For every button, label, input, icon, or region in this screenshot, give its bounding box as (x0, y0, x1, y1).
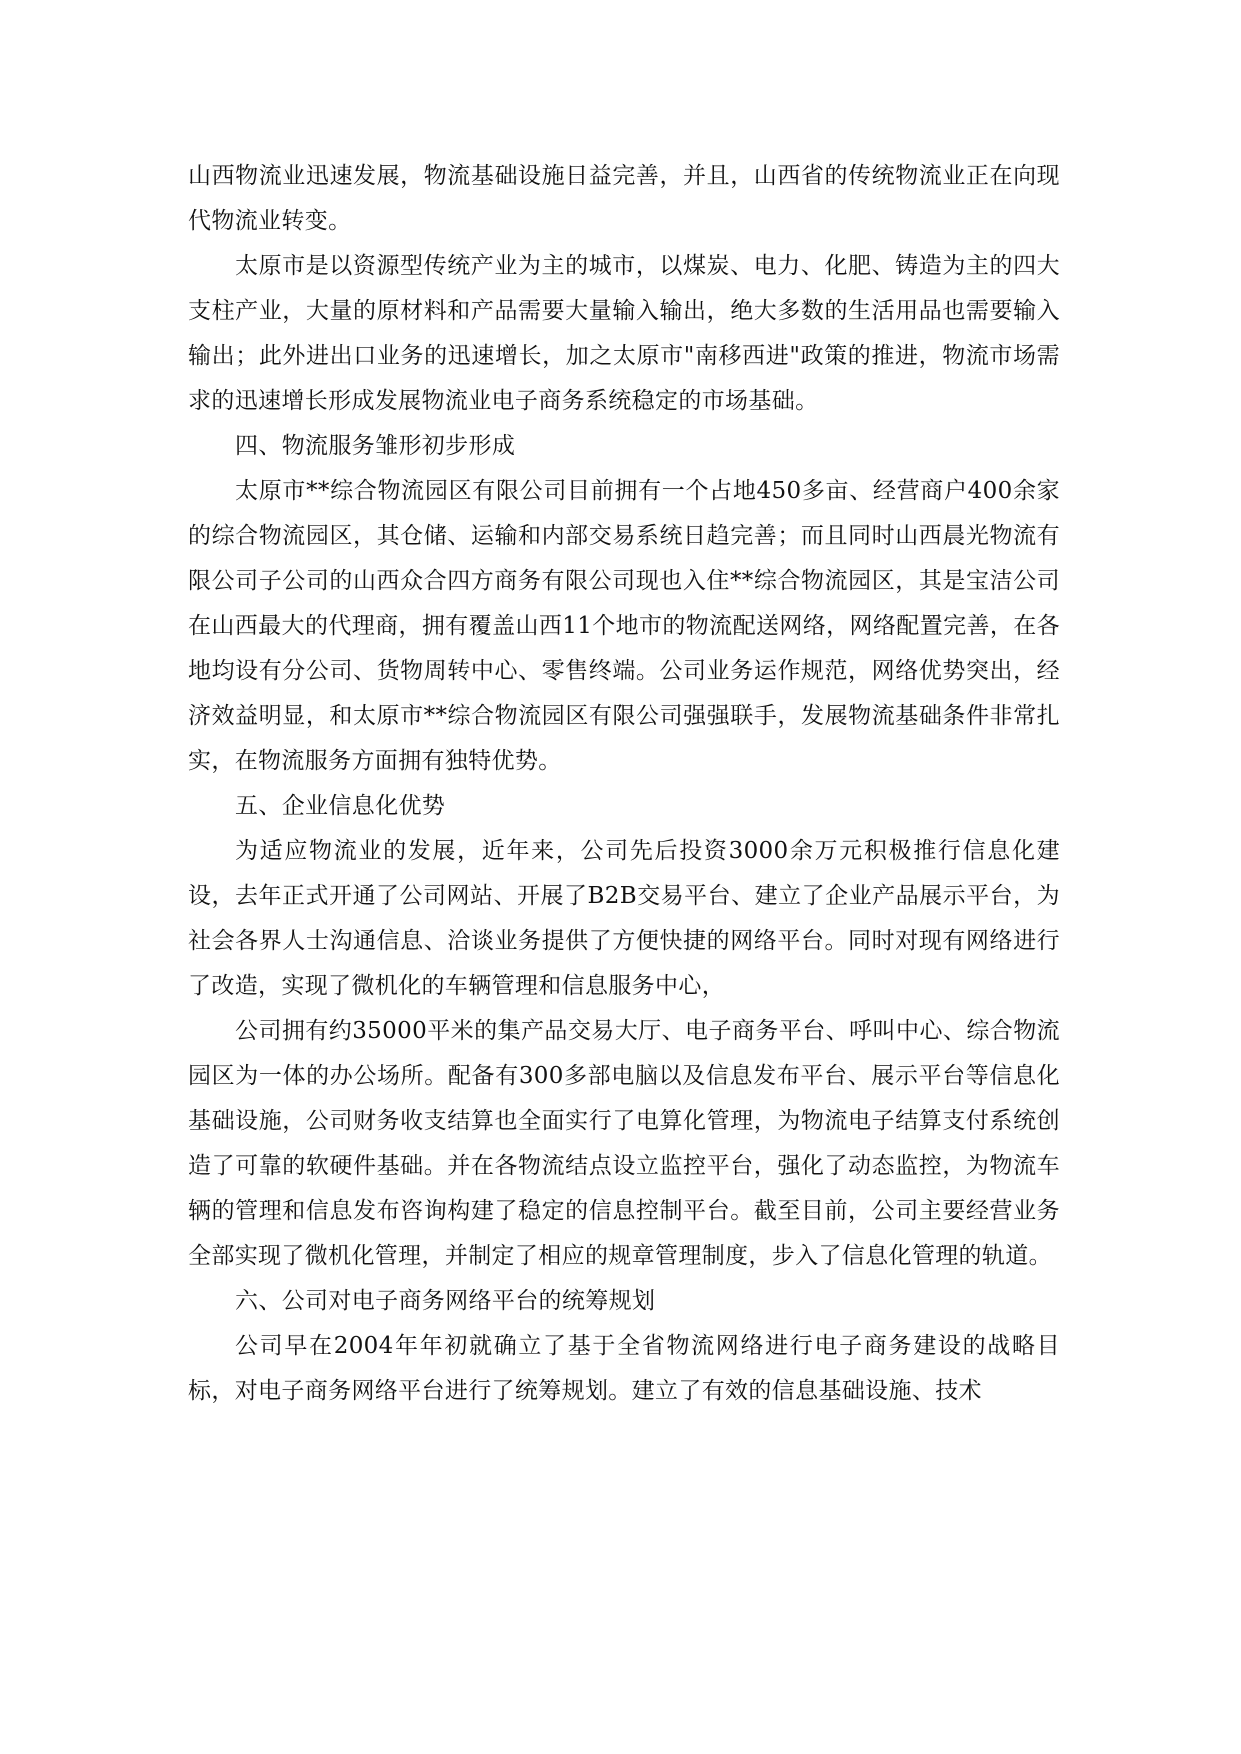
section-heading-logistics-service: 四、物流服务雏形初步形成 (235, 433, 516, 459)
paragraph-logistics-park: 太原市**综合物流园区有限公司目前拥有一个占地450多亩、经营商户400余家的综合物流园区，其仓储、运输和内部交易系统日趋完善；而且同时山西晨光物流有限公司子公司的山西众合四方商务有限公司现也入住**综合物流园区，其是宝洁公司在山西最大的代理商，拥有覆盖山西11个地市的物流配送网络，网络配置完善，在各地均设有分公司、货物周转中心、零售终端。公司业务运作规范，网络优势突出，经济效益明显，和太原市**综合物流园区有限公司强强联手，发展物流基础条件非常扎实，在物流服务方面拥有独特优势。 (188, 478, 1060, 774)
paragraph-office-facilities: 公司拥有约35000平米的集产品交易大厅、电子商务平台、呼叫中心、综合物流园区为一体的办公场所。配备有300多部电脑以及信息发布平台、展示平台等信息化基础设施，公司财务收支结算也全面实行了电算化管理，为物流电子结算支付系统创造了可靠的软硬件基础。并在各物流结点设立监控平台，强化了动态监控，为物流车辆的管理和信息发布咨询构建了稳定的信息控制平台。截至目前，公司主要经营业务全部实现了微机化管理，并制定了相应的规章管理制度，步入了信息化管理的轨道。 (188, 1018, 1060, 1269)
paragraph-taiyuan-market-demand: 太原市是以资源型传统产业为主的城市，以煤炭、电力、化肥、铸造为主的四大支柱产业，大量的原材料和产品需要大量输入输出，绝大多数的生活用品也需要输入输出；此外进出口业务的迅速增长，加之太原市"南移西进"政策的推进，物流市场需求的迅速增长形成发展物流业电子商务系统稳定的市场基础。 (188, 253, 1060, 414)
paragraph-logistics-development: 山西物流业迅速发展，物流基础设施日益完善，并且，山西省的传统物流业正在向现代物流业转变。 (188, 163, 1060, 234)
paragraph-platform-planning: 公司早在2004年年初就确立了基于全省物流网络进行电子商务建设的战略目标，对电子商务网络平台进行了统筹规划。建立了有效的信息基础设施、技术 (188, 1333, 1060, 1404)
paragraph-information-investment: 为适应物流业的发展，近年来，公司先后投资3000余万元积极推行信息化建设，去年正式开通了公司网站、开展了B2B交易平台、建立了企业产品展示平台，为社会各界人士沟通信息、洽谈业务提供了方便快捷的网络平台。同时对现有网络进行了改造，实现了微机化的车辆管理和信息服务中心， (188, 838, 1060, 999)
section-heading-platform-planning: 六、公司对电子商务网络平台的统筹规划 (235, 1288, 656, 1314)
section-heading-information-advantage: 五、企业信息化优势 (235, 793, 446, 819)
document-body (188, 154, 1060, 1414)
